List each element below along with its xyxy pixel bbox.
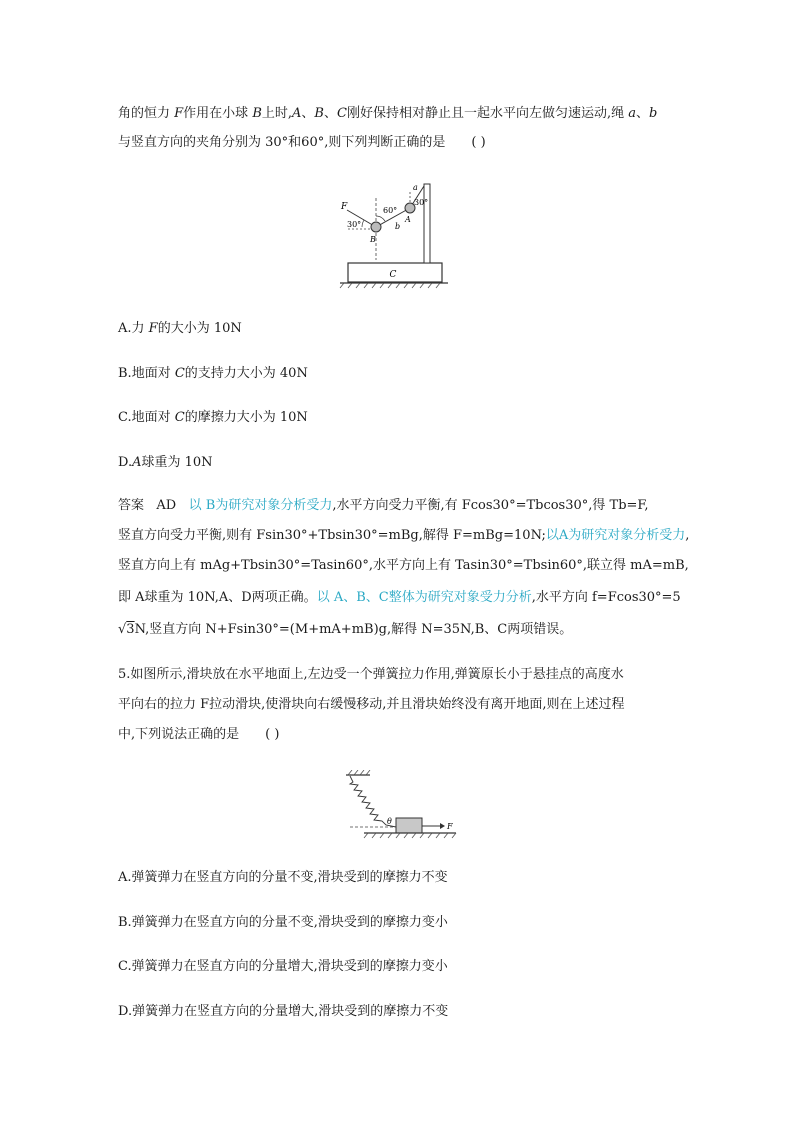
label-theta: θ [387, 817, 392, 826]
answer-line-2: 竖直方向受力平衡,则有 Fsin30°+Tbsin30°=mBg,解得 F=mBg=10N;以A为研究对象分析受力, [118, 528, 690, 543]
answer-line-4: 即 A球重为 10N,A、D两项正确。以 A、B、C整体为研究对象受力分析,水平方向 f=Fcos30°=5 [118, 590, 681, 605]
option-B: B.地面对 C的支持力大小为 40N [118, 366, 308, 381]
label-C: C [389, 270, 397, 280]
label-A: A [405, 215, 411, 224]
q5-line-2: 平向右的拉力 F拉动滑块,使滑块向右缓慢移动,并且滑块始终没有离开地面,则在上述过程 [118, 697, 625, 712]
q5-option-C: C.弹簧弹力在竖直方向的分量增大,滑块受到的摩擦力变小 [118, 959, 448, 974]
sqrt-symbol: √ [118, 622, 127, 637]
option-D: D.A球重为 10N [118, 455, 213, 470]
label-angle-30-left: 30° [347, 220, 362, 229]
answer-line-3: 竖直方向上有 mAg+Tbsin30°=Tasin60°,水平方向上有 Tasin30°=Tbsin60°,联立得 mA=mB, [118, 558, 689, 573]
problem-intro-line-1: 角的恒力 F作用在小球 B上时,A、B、C刚好保持相对静止且一起水平向左做匀速运动,绳 a、b [118, 106, 658, 121]
option-A: A.力 F的大小为 10N [118, 321, 242, 336]
label-angle-30-right: 30° [414, 198, 429, 207]
q5-option-D: D.弹簧弹力在竖直方向的分量增大,滑块受到的摩擦力不变 [118, 1004, 449, 1019]
answer-line-1: 答案 AD 以 B为研究对象分析受力,水平方向受力平衡,有 Fcos30°=Tbcos30°,得 Tb=F, [118, 498, 649, 513]
label-F: F [341, 202, 348, 212]
answer-line-5: √3N,竖直方向 N+Fsin30°=(M+mA+mB)g,解得 N=35N,B、C两项错误。 [118, 622, 573, 637]
q5-line-3: 中,下列说法正确的是 ( ) [118, 727, 280, 742]
answer-value: AD [156, 498, 177, 513]
label-F: F [447, 822, 453, 831]
label-b: b [395, 222, 401, 231]
answer-label: 答案 [118, 498, 145, 513]
option-C: C.地面对 C的摩擦力大小为 10N [118, 410, 308, 425]
label-B: B [370, 235, 376, 244]
q5-option-B: B.弹簧弹力在竖直方向的分量不变,滑块受到的摩擦力变小 [118, 915, 448, 930]
figure-balls-on-pole [330, 172, 460, 292]
figure-spring-block [344, 770, 464, 842]
label-a: a [413, 183, 418, 192]
q5-option-A: A.弹簧弹力在竖直方向的分量不变,滑块受到的摩擦力不变 [118, 870, 448, 885]
label-angle-60: 60° [383, 206, 398, 215]
problem-intro-line-2: 与竖直方向的夹角分别为 30°和60°,则下列判断正确的是 ( ) [118, 135, 486, 150]
q5-line-1: 5.如图所示,滑块放在水平地面上,左边受一个弹簧拉力作用,弹簧原长小于悬挂点的高度水 [118, 667, 624, 682]
